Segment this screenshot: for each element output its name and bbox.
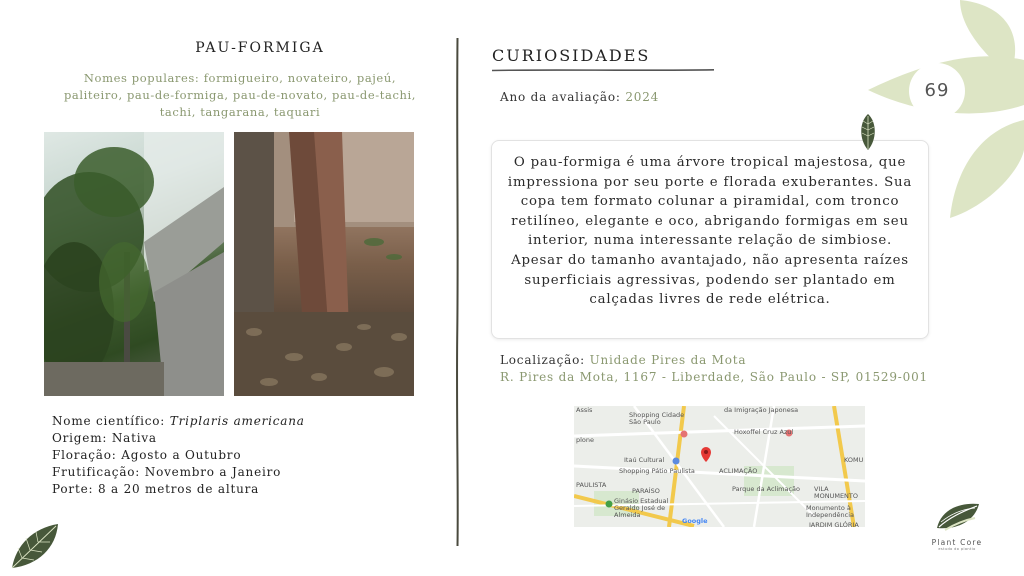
popular-names-label: Nomes populares: — [83, 71, 200, 85]
fact-label: Origem: — [52, 431, 108, 445]
plant-core-logo-icon — [931, 500, 983, 534]
fact-origin — [52, 430, 305, 447]
plant-name: PAU-FORMIGA — [195, 40, 325, 56]
page-number: 69 — [909, 63, 965, 119]
fact-label: Floração: — [52, 448, 117, 462]
map-label: PARAÍSO — [632, 487, 660, 495]
map-label: KOMU — [844, 456, 864, 464]
map-label: Shopping Pátio Paulista — [619, 467, 695, 475]
curiosity-text: O pau-formiga é uma árvore tropical majestosa, que impressiona por seu porte e florada exuberantes. Sua copa tem formato colunar a piramidal, com tronco retilíneo, elegante e oco, abrigando formigas em seu interior, numa interessante relação de simbiose. Apesar do tamanho avantajado, não apresenta raízes superficiais agressivas, podendo ser plantado em calçadas livres de rede elétrica. — [507, 155, 913, 308]
leaf-icon — [857, 112, 879, 152]
title-underline — [492, 68, 714, 72]
plant-facts — [52, 413, 305, 498]
map-label: da Imigração Japonesa — [724, 406, 799, 414]
leaf-icon — [8, 520, 62, 570]
year-value: 2024 — [625, 90, 660, 104]
tree-photo-trunk — [234, 132, 414, 396]
column-divider — [456, 38, 459, 546]
map-label: Hoxoffel Cruz Azul — [734, 428, 794, 436]
location-value: Unidade Pires da Mota — [589, 353, 747, 367]
address: R. Pires da Mota, 1167 - Liberdade, São Paulo - SP, 01529-001 — [500, 370, 928, 384]
curiosities-title: CURIOSIDADES — [492, 46, 651, 65]
fact-label: Porte: — [52, 482, 94, 496]
fact-scientific-name — [52, 413, 305, 430]
map-label: JARDIM GLÓRIA — [809, 521, 859, 527]
map-label: Itaú Cultural — [624, 456, 665, 464]
fact-value: Agosto a Outubro — [121, 448, 242, 462]
location-block — [500, 352, 928, 386]
tree-photo-canopy — [44, 132, 224, 396]
year-label: Ano da avaliação: — [500, 90, 621, 104]
map-label: Google — [682, 517, 708, 525]
fact-fruiting — [52, 464, 305, 481]
popular-names-value: formigueiro, novateiro, pajeú, paliteiro, pau-de-formiga, pau-de-novato, pau-de-tachi, tachi, tangarana, taquari — [63, 71, 417, 119]
evaluation-year — [500, 90, 659, 104]
fact-value: Nativa — [111, 431, 157, 445]
fact-value: Novembro a Janeiro — [144, 465, 282, 479]
map-label: Monumento à Independência — [806, 504, 855, 519]
popular-names — [60, 70, 420, 121]
map-label: ACLIMAÇÃO — [719, 467, 758, 475]
fact-value: 8 a 20 metros de altura — [97, 482, 260, 496]
map-label: plone — [576, 436, 595, 444]
location-label: Localização: — [500, 353, 585, 367]
map-label: Parque da Aclimação — [732, 485, 801, 493]
location-line — [500, 352, 928, 369]
brand-name: Plant Core — [931, 538, 983, 547]
fact-flowering — [52, 447, 305, 464]
fact-size — [52, 481, 305, 498]
location-map[interactable] — [574, 406, 865, 527]
map-label: VILA MONUMENTO — [814, 485, 859, 500]
map-label: Ginásio Estadual Geraldo José de Almeida — [614, 497, 669, 519]
fact-label: Nome científico: — [52, 414, 166, 428]
map-label: Assis — [576, 406, 593, 414]
brand-logo — [922, 500, 992, 560]
map-label: Shopping Cidade São Paulo — [629, 411, 685, 426]
brand-tagline: estudo do plantio — [938, 547, 976, 551]
fact-value: Triplaris americana — [169, 414, 305, 428]
fact-label: Frutificação: — [52, 465, 141, 479]
map-label: PAULISTA — [576, 481, 607, 489]
